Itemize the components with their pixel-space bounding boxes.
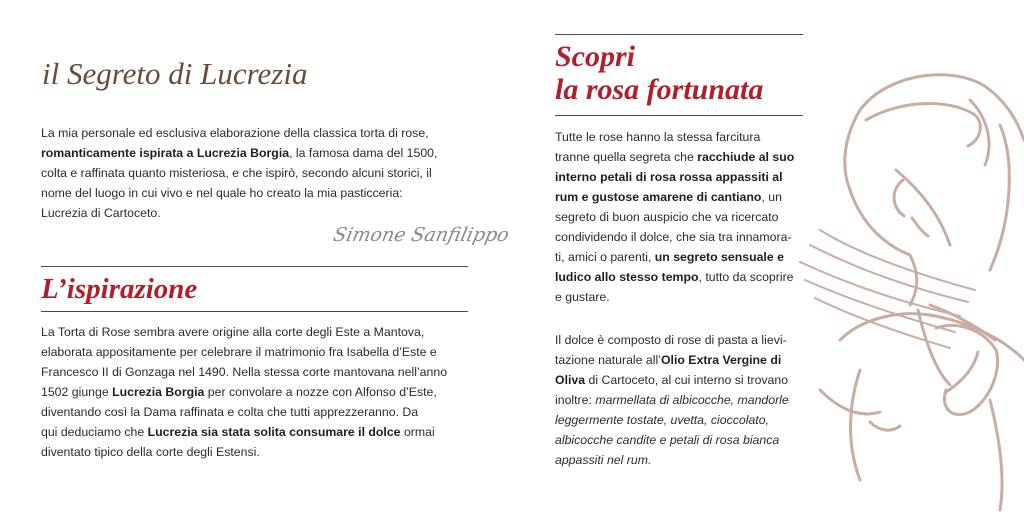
text-run: diventando così la Dama raffinata e colta che tutti apprezzeranno. Da xyxy=(41,405,419,419)
text-line xyxy=(555,267,815,287)
italic-text: albicocche candite e petali di rosa bianca xyxy=(555,433,780,447)
divider-right-bottom xyxy=(555,115,803,116)
text-line xyxy=(41,402,481,422)
text-run: per convolare a nozze con Alfonso d’Este, xyxy=(204,385,437,399)
text-line xyxy=(41,123,481,143)
woman-illustration xyxy=(800,40,1024,510)
text-run: qui deduciamo che xyxy=(41,425,148,439)
text-line xyxy=(555,247,815,267)
text-line xyxy=(41,342,481,362)
text-run: ti, amici o parenti, xyxy=(555,250,655,264)
text-run: elaborata appositamente per celebrare il matrimonio fra Isabella d’Este e xyxy=(41,345,437,359)
rosa-paragraph-2 xyxy=(555,330,815,470)
text-line xyxy=(555,207,815,227)
text-run: diventato tipico della corte degli Estensi. xyxy=(41,445,260,459)
signature-text: Simone Sanfilippo xyxy=(331,223,512,246)
text-line xyxy=(555,370,815,390)
text-line xyxy=(555,227,815,247)
divider-left-bottom xyxy=(41,311,468,312)
bold-text: Lucrezia Borgia xyxy=(112,385,205,399)
text-run: segreto di buon auspicio che va ricercato xyxy=(555,210,779,224)
rosa-paragraph-1 xyxy=(555,127,815,307)
text-line xyxy=(555,187,815,207)
text-run: nome del luogo in cui vivo e nel quale ho creato la mia pasticceria: xyxy=(41,186,403,200)
text-run: inoltre: xyxy=(555,393,596,407)
text-run: condividendo il dolce, che sia tra innamora- xyxy=(555,230,792,244)
text-line xyxy=(41,362,481,382)
text-line xyxy=(41,143,481,163)
text-line xyxy=(555,350,815,370)
text-run: Tutte le rose hanno la stessa farcitura xyxy=(555,130,761,144)
bold-text: interno petali di rosa rossa appassiti al xyxy=(555,170,783,184)
bold-text: Olio Extra Vergine di xyxy=(660,353,782,367)
text-run: , tutto da scoprire xyxy=(698,270,794,284)
bold-text: Oliva xyxy=(555,373,586,387)
text-line xyxy=(555,390,815,410)
text-run: , la famosa dama del 1500, xyxy=(289,146,438,160)
text-line xyxy=(555,167,815,187)
text-line xyxy=(41,382,481,402)
text-run: tranne quella segreta che xyxy=(555,150,698,164)
text-line xyxy=(555,330,815,350)
bold-text: Lucrezia sia stata solita consumare il dolce xyxy=(147,425,401,439)
italic-text: appassiti nel rum. xyxy=(555,453,652,467)
section-title-ispirazione: L’ispirazione xyxy=(41,273,198,305)
text-run: colta e raffinata quanto misteriosa, e che ispirò, secondo alcuni storici, il xyxy=(41,166,432,180)
signature xyxy=(331,205,512,257)
text-line xyxy=(41,422,481,442)
text-line xyxy=(555,287,815,307)
text-run: Lucrezia di Cartoceto. xyxy=(41,206,161,220)
text-run: 1502 giunge xyxy=(41,385,113,399)
text-line xyxy=(555,127,815,147)
bold-text: rum e gustose amarene di cantiano xyxy=(555,190,762,204)
italic-text: marmellata di albicocche, mandorle xyxy=(595,393,789,407)
text-run: ormai xyxy=(400,425,435,439)
text-run: La mia personale ed esclusiva elaborazione della classica torta di rose, xyxy=(41,126,429,140)
bold-text: romanticamente ispirata a Lucrezia Borgia xyxy=(41,146,290,160)
text-run: , un xyxy=(761,190,782,204)
text-run: di Cartoceto, al cui interno si trovano xyxy=(585,373,789,387)
italic-text: leggermente tostate, uvetta, cioccolato, xyxy=(555,413,769,427)
text-line xyxy=(555,430,815,450)
brand-logo xyxy=(40,44,308,104)
bold-text: racchiude al suo xyxy=(697,150,795,164)
divider-right-top xyxy=(555,34,803,35)
text-line xyxy=(555,410,815,430)
text-run: tazione naturale all’ xyxy=(555,353,661,367)
text-line xyxy=(555,450,815,470)
title-line-2: la rosa fortunata xyxy=(555,73,764,106)
bold-text: ludico allo stesso tempo xyxy=(555,270,699,284)
text-run: Francesco II di Gonzaga nel 1490. Nella stessa corte mantovana nell’anno xyxy=(41,365,448,379)
text-run: La Torta di Rose sembra avere origine alla corte degli Este a Mantova, xyxy=(41,325,425,339)
text-line xyxy=(41,322,481,342)
text-run: e gustare. xyxy=(555,290,610,304)
text-line xyxy=(555,147,815,167)
text-line xyxy=(41,442,481,462)
logo-text: il Segreto di Lucrezia xyxy=(42,56,308,91)
bold-text: un segreto sensuale e xyxy=(654,250,784,264)
ispirazione-paragraph xyxy=(41,322,481,462)
text-line xyxy=(41,163,481,183)
text-run: Il dolce è composto di rose di pasta a lievi- xyxy=(555,333,787,347)
text-line xyxy=(41,183,481,203)
title-line-1: Scopri xyxy=(555,40,636,73)
divider-left-top xyxy=(41,266,468,267)
